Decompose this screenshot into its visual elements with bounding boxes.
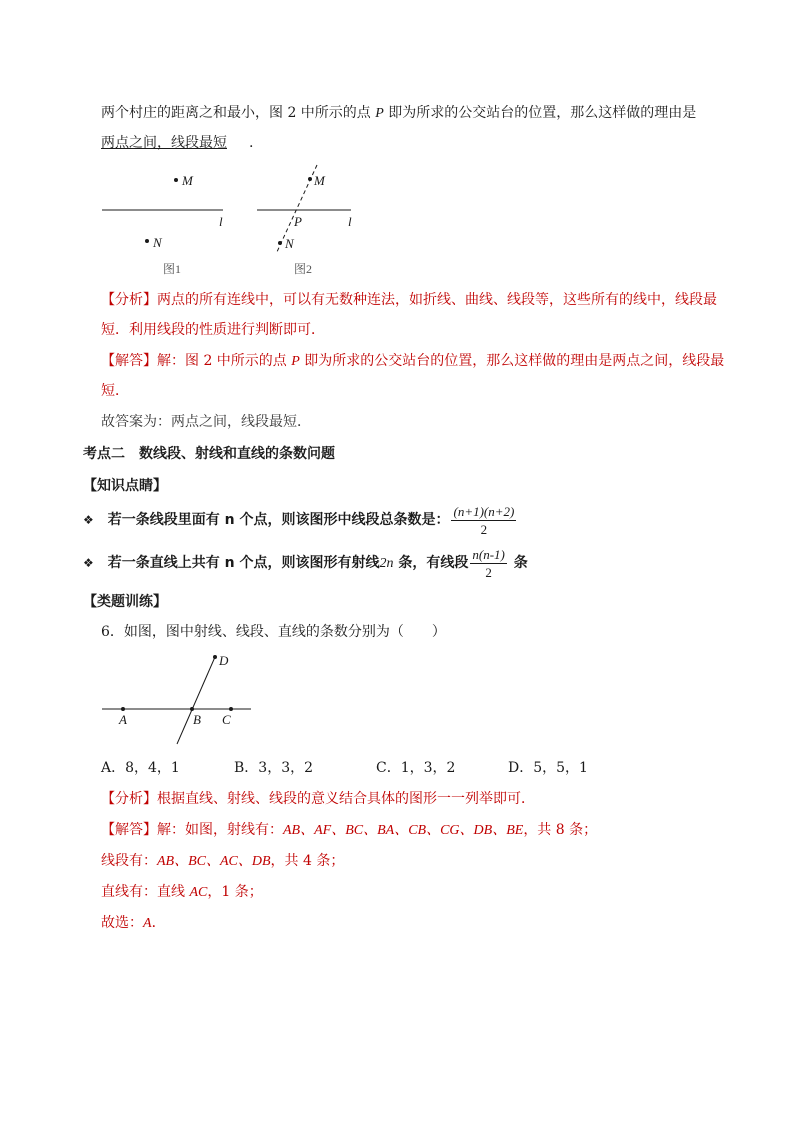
diamond-bullet-icon: ❖ [83, 556, 94, 570]
label-l: l [219, 214, 223, 229]
option-c[interactable]: C．1，3，2 [376, 760, 456, 776]
knowledge-point-2: ❖ 若一条直线上共有 n 个点，则该图形有射线2n 条，有线段 $\frac{n(n-1)}{2}$ 条 [83, 546, 528, 580]
caption-fig1: 图1 [163, 262, 182, 276]
point-m2 [308, 177, 312, 181]
figure-1 [102, 173, 223, 276]
point-c [229, 707, 233, 711]
option-a[interactable]: A．8，4，1 [101, 760, 180, 776]
q6-stem: 6．如图，图中射线、线段、直线的条数分别为（ ） [101, 624, 446, 640]
q5-analysis-line-1: 【分析】两点的所有连线中，可以有无数种连法，如折线、曲线、线段等，这些所有的线中，线段最 [101, 292, 717, 308]
section-heading: 考点二 数线段、射线和直线的条数问题 [83, 446, 335, 462]
knowledge-point-1: ❖ 若一条线段里面有 n 个点，则该图形中线段总条数是： $\frac{(n+1)(n+2)}{2}$ [83, 503, 515, 537]
label-a: A [119, 712, 127, 727]
label-l2: l [348, 214, 352, 229]
q5-solution-line-1: 【解答】解：图 2 中所示的点 P 即为所求的公交站台的位置，那么这样做的理由是两点之间，线段最 [101, 353, 725, 369]
answer-blank: 两点之间，线段最短 [101, 135, 227, 151]
point-m [174, 178, 178, 182]
label-n: N [153, 235, 162, 250]
knowledge-tag: 【知识点睛】 [83, 478, 167, 494]
caption-fig2: 图2 [294, 262, 313, 276]
q6-figure [95, 650, 265, 750]
q5-analysis-line-2: 短．利用线段的性质进行判断即可． [101, 322, 325, 338]
q6-solution-rays: 【解答】解：如图，射线有：AB、AF、BC、BA、CB、CG、DB、BE，共 8 条； [101, 822, 598, 838]
practice-tag: 【类题训练】 [83, 594, 167, 610]
label-d: D [219, 653, 229, 668]
point-n2 [278, 241, 282, 245]
intro-line-1: 两个村庄的距离之和最小，图 2 中所示的点 P 即为所求的公交站台的位置，那么这样做的理由是 [101, 105, 697, 121]
q6-solution-segments: 线段有：AB、BC、AC、DB，共 4 条； [101, 853, 345, 869]
point-d [213, 655, 217, 659]
figure-2 [257, 165, 352, 276]
label-p: P [294, 214, 302, 229]
q6-choose: 故选：A． [101, 915, 166, 931]
fraction-2: $\frac{n(n-1)}{2}$ [472, 546, 505, 580]
point-b [190, 707, 194, 711]
diamond-bullet-icon: ❖ [83, 513, 94, 527]
label-n2: N [285, 236, 294, 251]
option-b[interactable]: B．3，3，2 [234, 760, 314, 776]
intro-line-2: 两点之间，线段最短 . [101, 135, 254, 151]
label-m2: M [314, 173, 325, 188]
q5-final-answer: 故答案为：两点之间，线段最短． [101, 414, 311, 430]
q5-solution-line-2: 短． [101, 383, 129, 399]
point-a [121, 707, 125, 711]
option-d[interactable]: D．5，5，1 [508, 760, 588, 776]
line-db [177, 657, 215, 744]
fraction-1: $\frac{(n+1)(n+2)}{2}$ [453, 503, 515, 537]
label-b: B [193, 712, 201, 727]
q6-analysis: 【分析】根据直线、射线、线段的意义结合具体的图形一一列举即可． [101, 791, 535, 807]
figures-1-2 [95, 162, 395, 282]
label-c: C [222, 712, 231, 727]
point-n [145, 239, 149, 243]
q6-solution-lines: 直线有：直线 AC，1 条； [101, 884, 263, 900]
label-m: M [182, 173, 193, 188]
